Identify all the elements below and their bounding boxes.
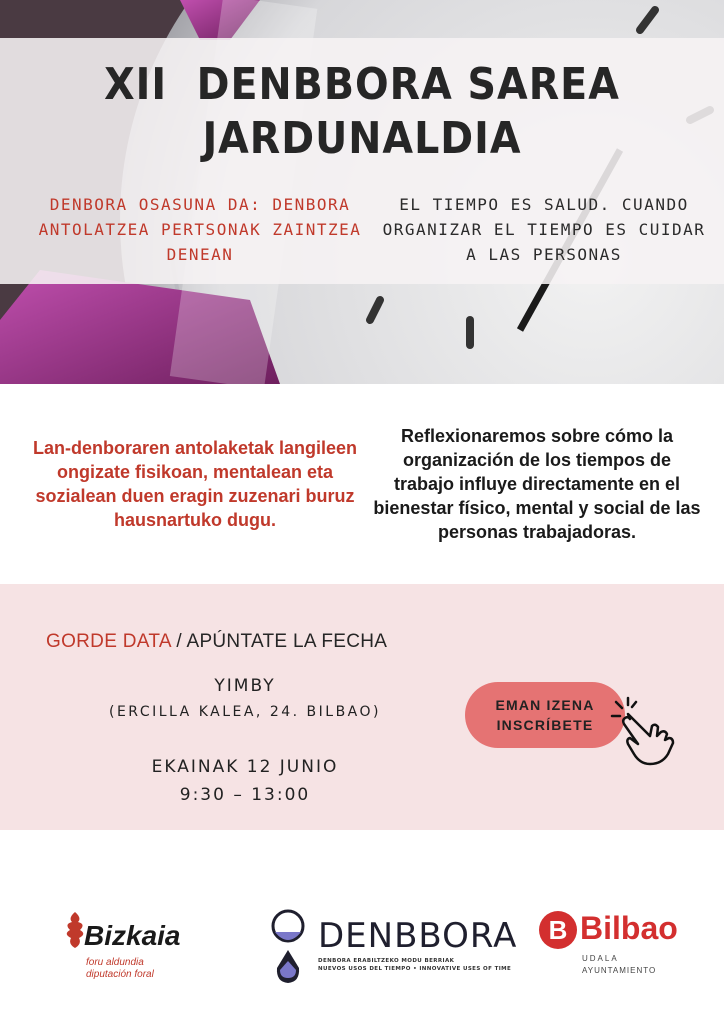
venue-address: (ERCILLA KALEA, 24. BILBAO) (109, 704, 381, 720)
register-button[interactable] (465, 682, 625, 748)
bizkaia-subline-1: foru aldundia (86, 957, 144, 968)
intro-section (0, 384, 724, 584)
register-button-label-spanish: INSCRÍBETE (496, 717, 594, 733)
bizkaia-logo (62, 912, 212, 982)
bilbao-name: Bilbao (580, 910, 678, 946)
subtitle-spanish: EL TIEMPO ES SALUD. CUANDO ORGANIZAR EL TIEMPO ES CUIDAR A LAS PERSONAS (382, 195, 706, 264)
bizkaia-subline-2: diputación foral (86, 969, 154, 980)
title-line-2: JARDUNALDIA (202, 113, 522, 164)
page-title (0, 58, 724, 166)
svg-text:B: B (548, 915, 568, 945)
title-line-1: XII DENBBORA SAREA (104, 59, 620, 110)
register-button-label-basque: EMAN IZENA (495, 697, 595, 713)
venue-name: YIMBY (214, 676, 276, 696)
intro-text-basque: Lan-denboraren antolaketak langileen ongizate fisikoan, mentalean eta sozialean duen eragin zuzenari buruz hausnartuko dugu. (32, 438, 358, 530)
partner-logos-footer (0, 830, 724, 1024)
bilbao-subline-1: UDALA (582, 954, 619, 963)
hero-section (0, 0, 724, 384)
save-date-separator: / (170, 631, 187, 652)
hourglass-icon (268, 906, 308, 986)
subtitle-basque: DENBORA OSASUNA DA: DENBORA ANTOLATZEA PERTSONAK ZAINTZEA DENEAN (38, 195, 362, 264)
denbbora-name: DENBBORA (318, 916, 518, 956)
bilbao-b-icon (538, 908, 578, 952)
bilbao-logo (538, 906, 688, 986)
bilbao-subline-2: AYUNTAMIENTO (582, 966, 657, 975)
intro-text-spanish: Reflexionaremos sobre cómo la organización de los tiempos de trabajo influye directamente en el bienestar físico, mental y social de las personas trabajadoras. (373, 426, 701, 542)
denbbora-tagline-1: DENBORA ERABILTZEKO MODU BERRIAK (318, 958, 455, 964)
denbbora-logo (268, 906, 518, 996)
event-time: 9:30 – 13:00 (179, 785, 311, 805)
event-details-section (0, 584, 724, 830)
save-date-basque: GORDE DATA (46, 631, 171, 652)
event-date: EKAINAK 12 JUNIO (151, 757, 339, 777)
save-date-spanish: APÚNTATE LA FECHA (186, 631, 388, 652)
denbbora-tagline-2: NUEVOS USOS DEL TIEMPO • INNOVATIVE USES OF TIME (318, 966, 512, 972)
save-the-date-heading (46, 631, 387, 653)
bizkaia-name: Bizkaia (84, 920, 181, 951)
pointing-hand-icon (610, 696, 680, 768)
